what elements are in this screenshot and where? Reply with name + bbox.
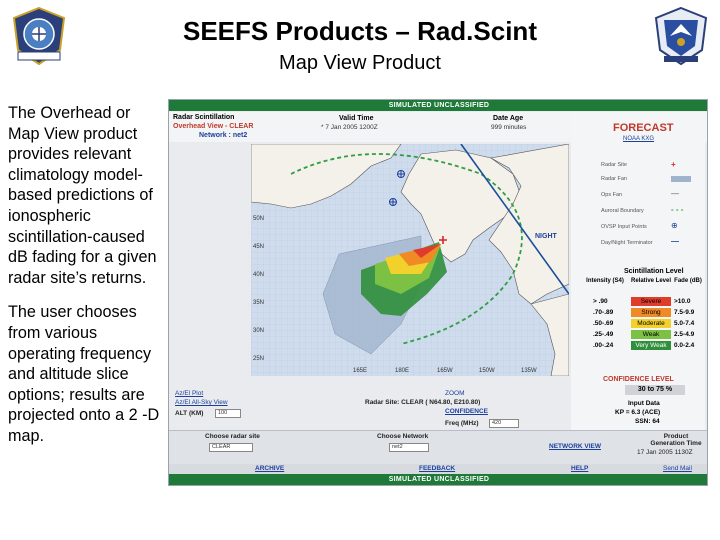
lon-tick-1: 165E bbox=[353, 368, 368, 374]
valid-time-value: * 7 Jan 2005 1200Z bbox=[321, 124, 378, 131]
col-intensity-header: Intensity (S4) bbox=[586, 278, 624, 284]
level-very-weak: Very Weak bbox=[631, 341, 671, 350]
legend-ops-fan-symbol: — bbox=[671, 189, 679, 198]
feedback-link[interactable]: FEEDBACK bbox=[419, 465, 456, 472]
lat-tick-5: 30N bbox=[253, 328, 265, 334]
fade-moderate: 5.0-7.4 bbox=[674, 320, 695, 327]
legend-terminator-label: Day/Night Terminator bbox=[601, 240, 653, 246]
lon-tick-2: 180E bbox=[395, 368, 410, 374]
product-generation-label: Product Generation Time bbox=[650, 433, 702, 447]
map-view-screenshot bbox=[168, 99, 708, 486]
choose-radar-select[interactable]: CLEAR bbox=[209, 443, 253, 452]
lat-tick-1: 50N bbox=[253, 216, 265, 222]
product-title: Radar Scintillation bbox=[173, 114, 235, 121]
level-strong: Strong bbox=[631, 308, 671, 317]
product-generation-value: 17 Jan 2005 1130Z bbox=[637, 449, 693, 456]
lat-tick-6: 25N bbox=[253, 356, 265, 362]
network-view-link[interactable]: NETWORK VIEW bbox=[549, 443, 601, 450]
level-weak: Weak bbox=[631, 330, 671, 339]
lat-tick-2: 45N bbox=[253, 244, 265, 250]
send-mail-link[interactable]: Send Mail bbox=[663, 465, 692, 472]
confidence-link[interactable]: CONFIDENCE bbox=[445, 408, 488, 415]
legend-radar-site-label: Radar Site bbox=[601, 162, 627, 168]
intensity-severe: > .90 bbox=[593, 298, 608, 305]
scintillation-map[interactable] bbox=[251, 144, 569, 376]
level-severe: Severe bbox=[631, 297, 671, 306]
lon-tick-5: 135W bbox=[521, 368, 537, 374]
az-el-view-link[interactable]: Az/El All-Sky View bbox=[175, 399, 228, 406]
zoom-link[interactable]: ZOOM bbox=[445, 390, 465, 397]
confidence-level-value: 30 to 75 % bbox=[625, 385, 685, 395]
alt-label: ALT (KM) bbox=[175, 410, 204, 417]
confidence-level-title: CONFIDENCE LEVEL bbox=[603, 376, 674, 383]
view-label: Overhead View - CLEAR bbox=[173, 123, 254, 130]
slide-subtitle: Map View Product bbox=[279, 52, 441, 74]
legend-radar-site-symbol: + bbox=[671, 160, 676, 169]
lat-tick-3: 40N bbox=[253, 272, 265, 278]
classification-banner-bottom: SIMULATED UNCLASSIFIED bbox=[169, 474, 708, 485]
legend-ops-fan-label: Ops Fan bbox=[601, 192, 623, 198]
network-label[interactable]: Network : net2 bbox=[199, 132, 248, 139]
body-paragraph-user-options: The user chooses from various operating frequency and altitude slice options; results are projected onto a 2 -D map. bbox=[8, 303, 160, 445]
choose-network-label: Choose Network bbox=[377, 433, 429, 440]
fade-strong: 7.5-9.9 bbox=[674, 309, 695, 316]
level-moderate: Moderate bbox=[631, 319, 671, 328]
col-fade-header: Fade (dB) bbox=[674, 278, 702, 284]
legend-ovsp-points-symbol: ⊕ bbox=[671, 221, 678, 230]
legend-radar-fan-label: Radar Fan bbox=[601, 176, 627, 182]
classification-banner-top: SIMULATED UNCLASSIFIED bbox=[169, 100, 708, 111]
freq-select[interactable]: 420 bbox=[489, 419, 519, 428]
intensity-strong: .70-.89 bbox=[593, 309, 614, 316]
intensity-very-weak: .00-.24 bbox=[593, 342, 614, 349]
date-age-label: Date Age bbox=[493, 115, 524, 122]
archive-link[interactable]: ARCHIVE bbox=[255, 465, 285, 472]
legend-auroral-boundary-label: Auroral Boundary bbox=[601, 208, 644, 214]
col-level-header: Relative Level bbox=[630, 278, 672, 284]
forecast-source-link[interactable]: NOAA KXG bbox=[623, 136, 655, 142]
input-data-title: Input Data bbox=[628, 400, 660, 407]
legend-auroral-boundary-symbol: - - - bbox=[671, 205, 684, 214]
map-night-label: NIGHT bbox=[535, 233, 557, 240]
input-ssn-value: SSN: 64 bbox=[635, 418, 660, 425]
fade-severe: >10.0 bbox=[674, 298, 691, 305]
legend-ovsp-points-label: OVSP Input Points bbox=[601, 224, 647, 230]
body-paragraph-description: The Overhead or Map View product provides relevant climatology model-based predictions of ionospheric scintillation-caused dB fading for a given radar site’s returns. bbox=[8, 104, 157, 287]
scintillation-level-title: Scintillation Level bbox=[624, 268, 684, 275]
az-el-plot-link[interactable]: Az/El Plot bbox=[175, 390, 204, 397]
choose-network-select[interactable]: net2 bbox=[389, 443, 429, 452]
slide-body bbox=[8, 103, 164, 461]
slide-title: SEEFS Products – Rad.Scint bbox=[183, 16, 537, 46]
date-age-value: 999 minutes bbox=[491, 124, 527, 131]
help-link[interactable]: HELP bbox=[571, 465, 589, 472]
forecast-heading: FORECAST bbox=[613, 122, 674, 134]
valid-time-label: Valid Time bbox=[339, 115, 374, 122]
legend-terminator-symbol: — bbox=[671, 237, 679, 246]
fade-very-weak: 0.0-2.4 bbox=[674, 342, 695, 349]
intensity-weak: .25-.49 bbox=[593, 331, 614, 338]
input-kp-value: KP = 6.3 (ACE) bbox=[615, 409, 661, 416]
freq-label: Freq (MHz) bbox=[445, 420, 479, 427]
lat-tick-4: 35N bbox=[253, 300, 265, 306]
alt-select[interactable]: 100 bbox=[215, 409, 241, 418]
legend-radar-fan-swatch bbox=[671, 176, 691, 182]
intensity-moderate: .50-.69 bbox=[593, 320, 614, 327]
lon-tick-4: 150W bbox=[479, 368, 495, 374]
lon-tick-3: 165W bbox=[437, 368, 453, 374]
fade-weak: 2.5-4.9 bbox=[674, 331, 695, 338]
radar-site-readout: Radar Site: CLEAR ( N64.80, E210.80) bbox=[365, 399, 481, 406]
choose-radar-label: Choose radar site bbox=[205, 433, 260, 440]
